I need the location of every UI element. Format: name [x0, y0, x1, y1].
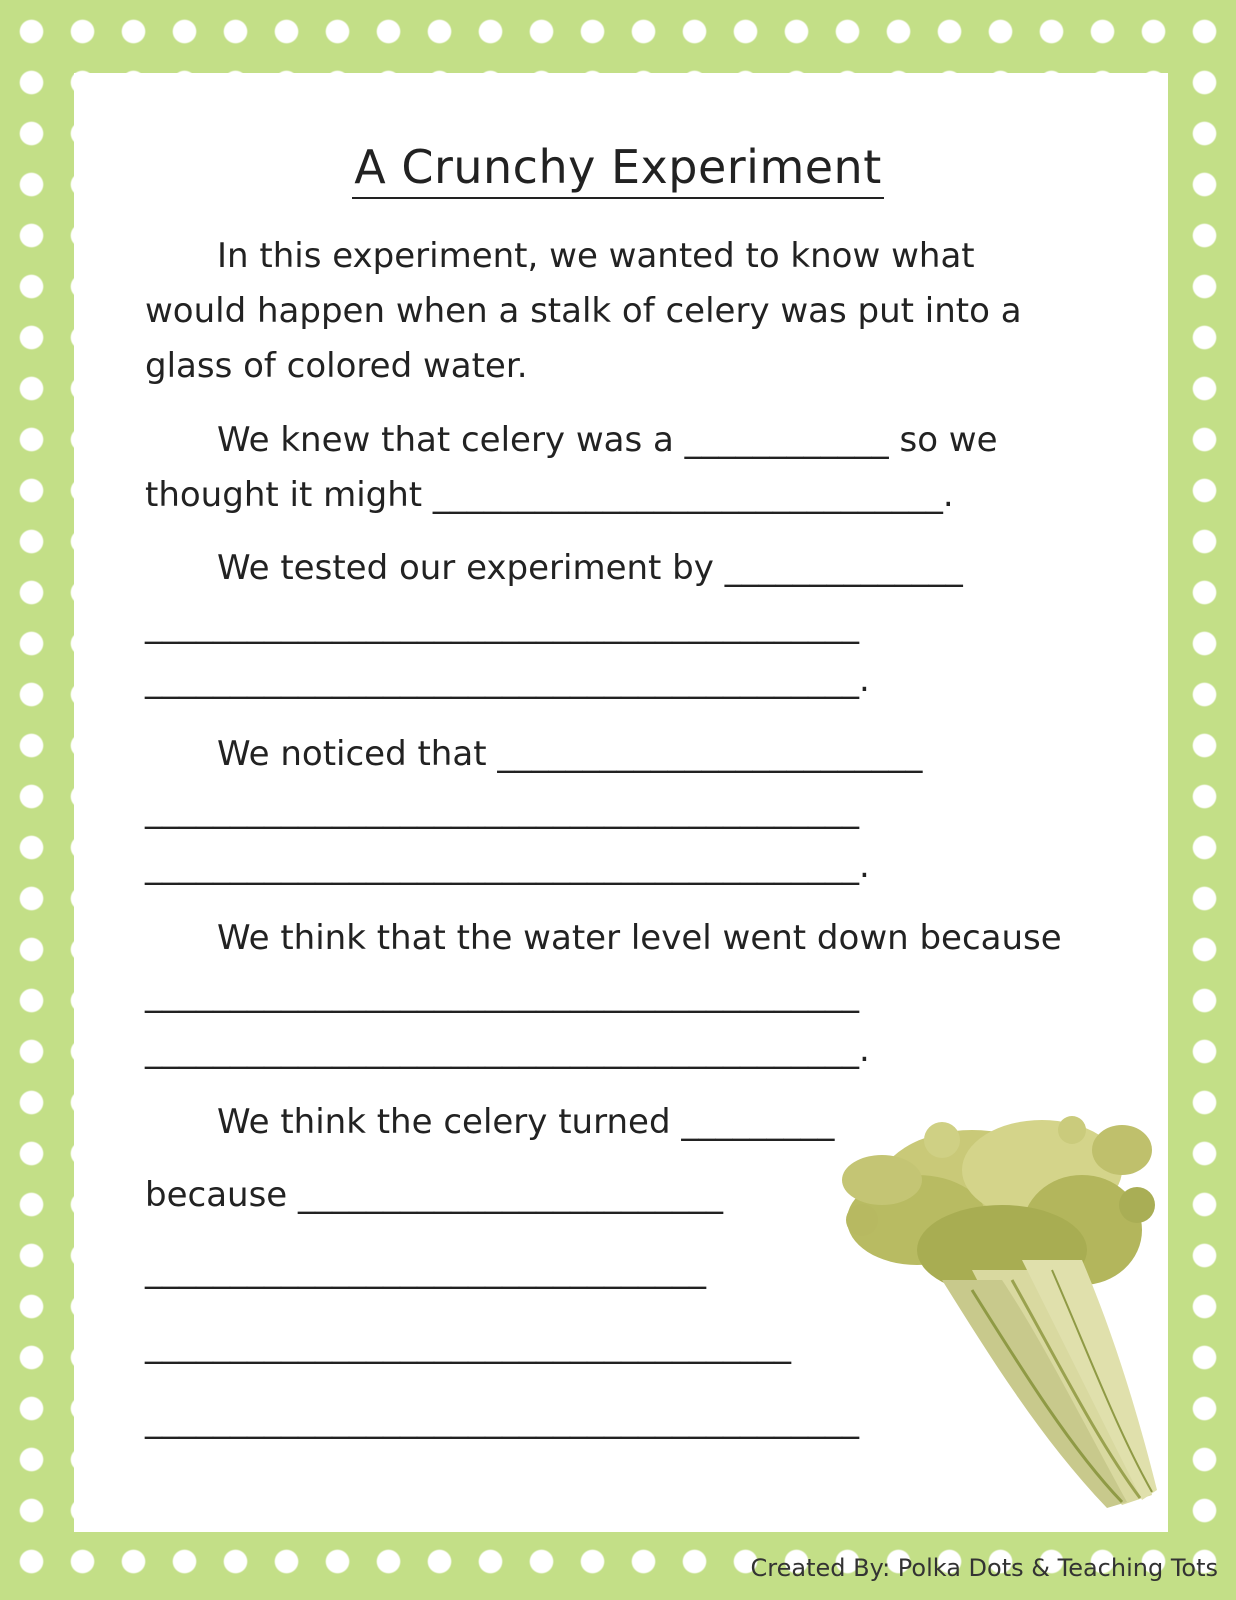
noticed-line-1: We noticed that _________________________: [217, 734, 923, 774]
tested-line-1: We tested our experiment by ______________: [217, 548, 963, 588]
worksheet-title: A Crunchy Experiment: [0, 140, 1236, 199]
turned-line-1: We think the celery turned _________: [217, 1102, 835, 1142]
tested-line-2: __________________________________________: [145, 605, 859, 645]
turned-line-4: ______________________________________: [145, 1325, 791, 1365]
knew-line-2: thought it might ______________________________.: [145, 475, 954, 515]
celery-stalks: [942, 1260, 1157, 1508]
knew-line-1: We knew that celery was a ____________ so we: [217, 420, 998, 460]
intro-line-3: glass of colored water.: [145, 346, 528, 386]
intro-line-2: would happen when a stalk of celery was put into a: [145, 291, 1022, 331]
water-line-2: __________________________________________: [145, 974, 859, 1014]
water-line-1: We think that the water level went down because: [217, 918, 1062, 958]
tested-line-3: __________________________________________.: [145, 660, 870, 700]
credit-footer: Created By: Polka Dots & Teaching Tots: [750, 1554, 1218, 1582]
turned-line-3: _________________________________: [145, 1250, 706, 1290]
celery-leaves: [842, 1116, 1155, 1295]
celery-icon: [822, 1110, 1162, 1510]
noticed-line-2: __________________________________________: [145, 790, 859, 830]
turned-line-5: __________________________________________: [145, 1400, 859, 1440]
intro-line-1: In this experiment, we wanted to know what: [217, 236, 975, 276]
turned-line-2: because _________________________: [145, 1175, 724, 1215]
water-line-3: __________________________________________.: [145, 1030, 870, 1070]
noticed-line-3: __________________________________________.: [145, 846, 870, 886]
